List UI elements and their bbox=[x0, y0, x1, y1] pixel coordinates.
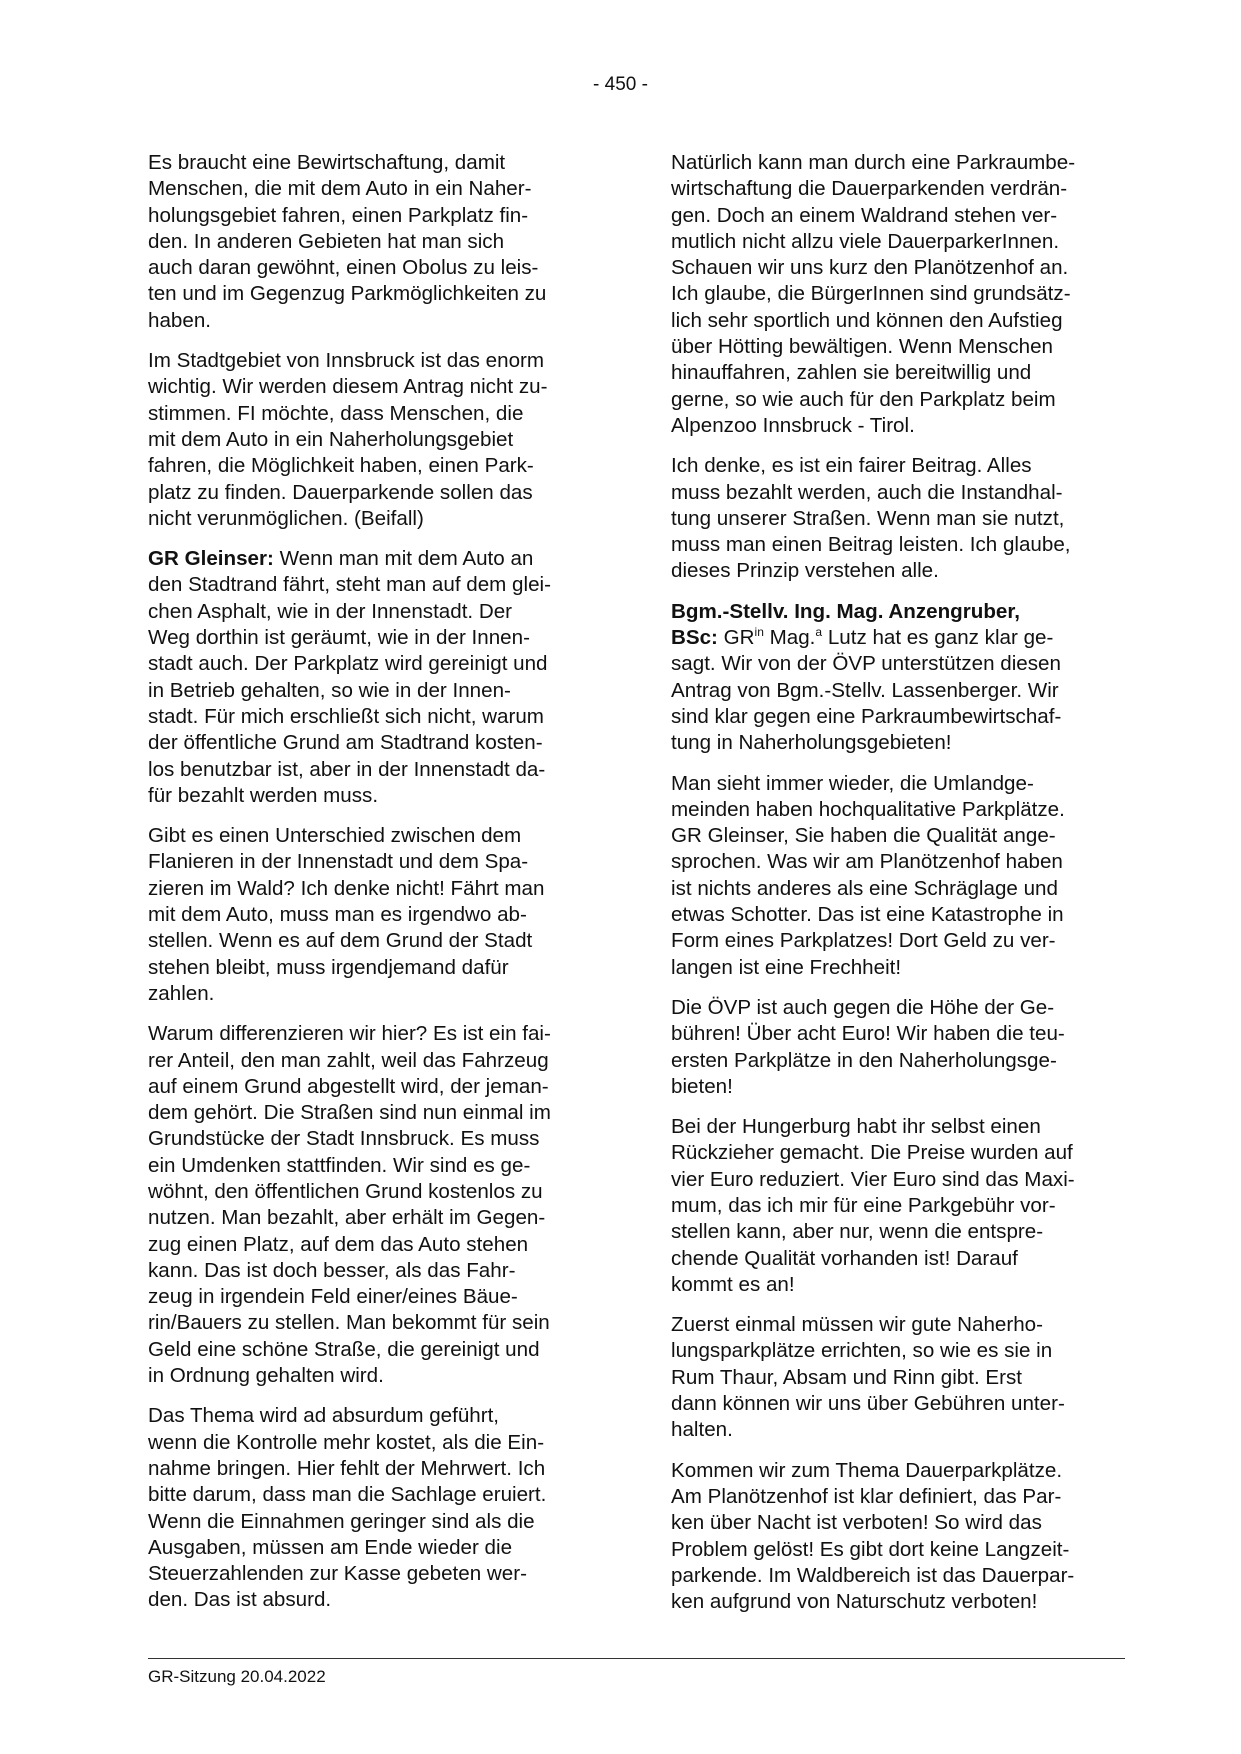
speaker-name: Bgm.-Stellv. Ing. Mag. Anzengruber, BSc: bbox=[671, 599, 1020, 650]
paragraph: Es braucht eine Bewirtschaftung, damit Menschen, die mit dem Auto in ein Naher- holungsgebiet fahren, einen Parkplatz fin- den. In anderen Gebieten hat man sich auch daran gewöhnt, einen Obolus zu leis- ten und im Gegenzug Parkmöglichkeiten zu haben. bbox=[148, 151, 547, 332]
paragraph bbox=[148, 546, 596, 809]
paragraph: Warum differenzieren wir hier? Es ist ein fai- rer Anteil, den man zahlt, weil das Fahrzeug auf einem Grund abgestellt wird, der jeman- dem gehört. Die Straßen sind nun einmal im Grundstücke der Stadt Innsbruck. Es muss ein Umdenken stattfinden. Wir sind es ge- wöhnt, den öffentlichen Grund kostenlos zu nutzen. Man bezahlt, aber erhält im Gegen- zug einen Platz, auf dem das Auto stehen kann. Das ist doch besser, als das Fahr- zeug in irgendein Feld einer/eines Bäue- rin/Bauers zu stellen. Man bekommt für sein Geld eine schöne Straße, die gereinigt und in Ordnung gehalten wird. bbox=[148, 1022, 551, 1388]
paragraph: Ich denke, es ist ein fairer Beitrag. Alles muss bezahlt werden, auch die Instandhal- tung unserer Straßen. Wenn man sie nutzt, muss man einen Beitrag leisten. Ich glaube, dieses Prinzip verstehen alle. bbox=[671, 454, 1071, 583]
superscript: in bbox=[754, 625, 764, 640]
paragraph: Zuerst einmal müssen wir gute Naherho- lungsparkplätze errichten, so wie es sie in Rum Thaur, Absam und Rinn gibt. Erst dann können wir uns über Gebühren unter- halten. bbox=[671, 1313, 1065, 1442]
speech-text: Wenn man mit dem Auto an den Stadtrand fährt, steht man auf dem glei- chen Asphalt, wie in der Innenstadt. Der Weg dorthin ist geräumt, wie in der Innen- stadt auch. Der Parkplatz wird gereinigt und in Betrieb gehalten, so wie in der Innen- stadt. Für mich erschließt sich nicht, warum der öffentliche Grund am Stadtrand kosten- los benutzbar ist, aber in der Innenstadt da- für bezahlt werden muss. bbox=[148, 547, 551, 807]
paragraph: Bei der Hungerburg habt ihr selbst einen Rückzieher gemacht. Die Preise wurden auf vier Euro reduziert. Vier Euro sind das Maxi- mum, das ich mir für eine Parkgebühr vor- stellen kann, aber nur, wenn die entspre- chende Qualität vorhanden ist! Darauf kommt es an! bbox=[671, 1115, 1075, 1296]
speech-text: Mag. bbox=[763, 626, 816, 650]
paragraph: Kommen wir zum Thema Dauerparkplätze. Am Planötzenhof ist klar definiert, das Par- ken über Nacht ist verboten! So wird das Problem gelöst! Es gibt dort keine Langzeit- parkende. Im Waldbereich ist das Dauerpar- ken aufgrund von Naturschutz verboten! bbox=[671, 1458, 1075, 1614]
paragraph: Die ÖVP ist auch gegen die Höhe der Ge- bühren! Über acht Euro! Wir haben die teu- ersten Parkplätze in den Naherholungsge- bieten! bbox=[671, 995, 1065, 1098]
paragraph: Natürlich kann man durch eine Parkraumbe- wirtschaftung die Dauerparkenden verdrän- gen. Doch an einem Waldrand stehen ver- mutlich nicht allzu viele DauerparkerInnen. Schauen wir uns kurz den Planötzenhof an. Ich glaube, die BürgerInnen sind grundsätz- lich sehr sportlich und können den Aufstieg über Hötting bewältigen. Wenn Menschen hinauffahren, zahlen sie bereitwillig und gerne, so wie auch für den Parkplatz beim Alpenzoo Innsbruck - Tirol. bbox=[671, 151, 1076, 437]
page-number: - 450 - bbox=[593, 74, 648, 95]
paragraph: Man sieht immer wieder, die Umlandge- meinden haben hochqualitative Parkplätze. GR Gleinser, Sie haben die Qualität ange- sprochen. Was wir am Planötzenhof haben ist nichts anderes als eine Schräglage und etwas Schotter. Das ist eine Katastrophe in Form eines Parkplatzes! Dort Geld zu ver- langen ist eine Frechheit! bbox=[671, 771, 1065, 979]
right-column bbox=[671, 150, 1119, 1629]
superscript: a bbox=[815, 625, 823, 640]
speaker-name: GR Gleinser: bbox=[148, 547, 274, 571]
footer-divider bbox=[148, 1658, 1125, 1659]
paragraph: Im Stadtgebiet von Innsbruck ist das enorm wichtig. Wir werden diesem Antrag nicht zu- stimmen. FI möchte, dass Menschen, die mit dem Auto in ein Naherholungsgebiet fahren, die Möglichkeit haben, einen Park- platz zu finden. Dauerparkende sollen das nicht verunmöglichen. (Beifall) bbox=[148, 349, 548, 530]
speech-text: Lutz hat es ganz klar ge- sagt. Wir von der ÖVP unterstützen diesen Antrag von Bgm.-Stellv. Lassenberger. Wir sind klar gegen eine Parkraumbewirtschaf- tung in Naherholungsgebieten! bbox=[671, 626, 1062, 755]
paragraph bbox=[671, 599, 1119, 757]
left-column bbox=[148, 150, 596, 1628]
speech-text: GR bbox=[717, 626, 755, 650]
paragraph: Gibt es einen Unterschied zwischen dem Flanieren in der Innenstadt und dem Spa- zieren im Wald? Ich denke nicht! Fährt man mit dem Auto, muss man es irgendwo ab- stellen. Wenn es auf dem Grund der Stadt stehen bleibt, muss irgendjemand dafür zahlen. bbox=[148, 824, 545, 1005]
paragraph: Das Thema wird ad absurdum geführt, wenn die Kontrolle mehr kostet, als die Ein- nahme bringen. Hier fehlt der Mehrwert. Ich bitte darum, dass man die Sachlage eruiert. Wenn die Einnahmen geringer sind als die Ausgaben, müssen am Ende wieder die Steuerzahlenden zur Kasse gebeten wer- den. Das ist absurd. bbox=[148, 1404, 547, 1612]
footer-text: GR-Sitzung 20.04.2022 bbox=[148, 1667, 326, 1686]
